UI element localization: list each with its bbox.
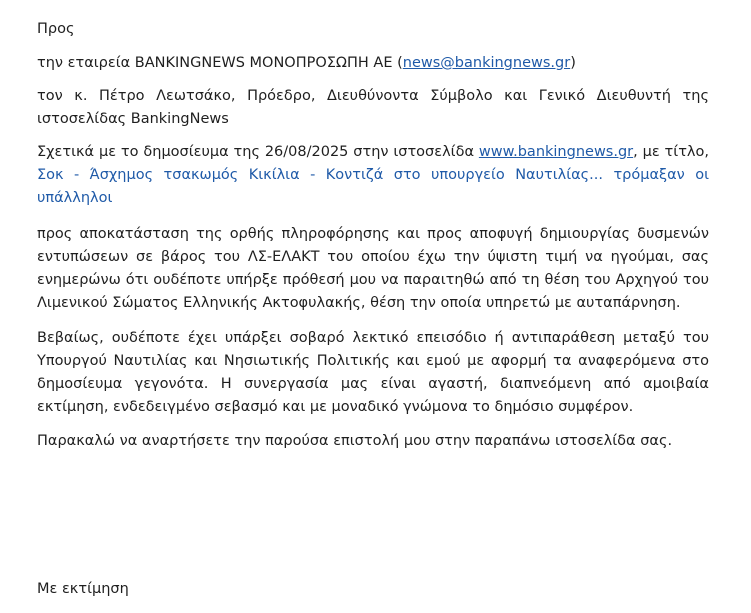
salutation: Προς <box>37 21 75 37</box>
company-suffix: ) <box>570 55 576 71</box>
closing: Με εκτίμηση <box>37 581 129 597</box>
paragraph-request: Παρακαλώ να αναρτήσετε την παρούσα επιστολή μου στην παραπάνω ιστοσελίδα σας. <box>37 433 673 449</box>
subject-paragraph <box>37 141 709 210</box>
article-title-link[interactable]: Σοκ - Άσχημος τσακωμός Κικίλια - Κοντιζά στο υπουργείο Ναυτιλίας... τρόμαξαν οι υπάλληλοι <box>37 167 709 206</box>
company-prefix: την εταιρεία BANKINGNEWS ΜΟΝΟΠΡΟΣΩΠΗ ΑΕ ( <box>37 55 403 71</box>
subject-prefix: Σχετικά με το δημοσίευμα της 26/08/2025 στην ιστοσελίδα <box>37 144 479 160</box>
recipient-paragraph: τον κ. Πέτρο Λεωτσάκο, Πρόεδρο, Διευθύνοντα Σύμβολο και Γενικό Διευθυντή της ιστοσελίδας BankingNews <box>37 88 709 127</box>
paragraph-cooperation: Βεβαίως, ουδέποτε έχει υπάρξει σοβαρό λεκτικό επεισόδιο ή αντιπαράθεση μεταξύ του Υπουργού Ναυτιλίας και Νησιωτικής Πολιτικής και εμού με αφορμή τα αναφερόμενα στο δημοσίευμα γεγονότα. Η συνεργασία μας είναι αγαστή, διαπνεόμενη από αμοιβαία εκτίμηση, ενδεδειγμένο σεβασμό και με μοναδικό γνώμονα το δημόσιο συμφέρον. <box>37 330 709 415</box>
website-link[interactable]: www.bankingnews.gr <box>478 144 634 160</box>
company-email-link[interactable]: news@bankingnews.gr <box>402 55 571 71</box>
subject-middle: , με τίτλο, <box>633 144 709 160</box>
company-line <box>37 52 709 75</box>
paragraph-clarification: προς αποκατάσταση της ορθής πληροφόρησης και προς αποφυγή δημιουργίας δυσμενών εντυπώσεων σε βάρος του ΛΣ-ΕΛΑΚΤ του οποίου έχω την ύψιστη τιμή να ηγούμαι, σας ενημερώνω ότι ουδέποτε υπήρξε πρόθεσή μου να παραιτηθώ από τη θέση του Αρχηγού του Λιμενικού Σώματος Ελληνικής Ακτοφυλακής, θέση την οποία υπηρετώ με αυταπάρνηση. <box>37 226 709 311</box>
